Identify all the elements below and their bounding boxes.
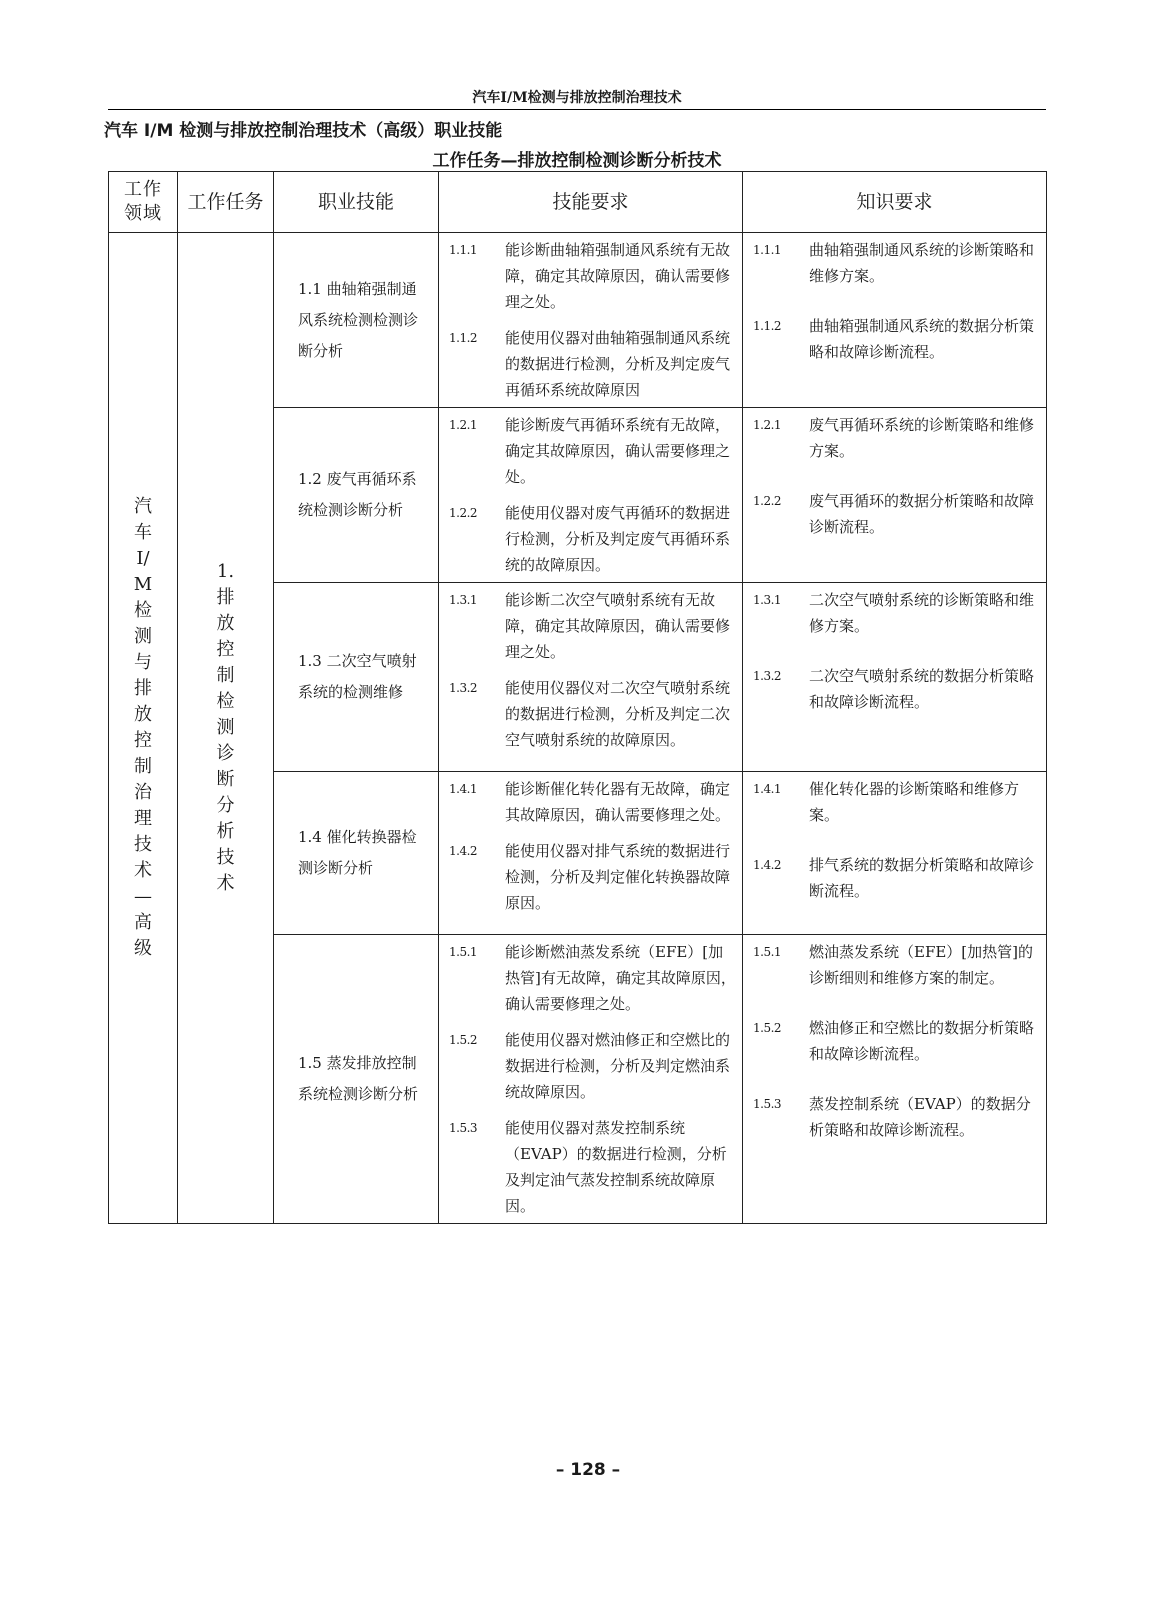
knowledge-requirements-cell [743, 772, 1047, 935]
header-rule [108, 109, 1046, 110]
skill-requirements-cell [439, 583, 743, 772]
item-number: 1.5.1 [753, 945, 782, 959]
vocational-skill-cell [274, 233, 439, 408]
item-text: 废气再循环的数据分析策略和故障诊断流程。 [809, 492, 1035, 536]
skill-requirement-item [449, 237, 736, 315]
document-title: 汽车 I/M 检测与排放控制治理技术（高级）职业技能 [104, 121, 503, 141]
item-text: 能使用仪器对废气再循环的数据进行检测，分析及判定废气再循环系统的故障原因。 [505, 504, 731, 574]
item-spacer [449, 315, 736, 325]
skill-requirement-item [449, 500, 736, 578]
vocational-skill-cell [274, 772, 439, 935]
item-text: 能使用仪器对曲轴箱强制通风系统的数据进行检测，分析及判定废气再循环系统故障原因 [505, 329, 731, 399]
skill-requirements-cell [439, 772, 743, 935]
item-number: 1.5.1 [449, 945, 478, 959]
item-spacer [449, 665, 736, 675]
item-spacer [449, 490, 736, 500]
vocational-skill-text: 1.1 曲轴箱强制通风系统检测检测诊断分析 [298, 279, 419, 360]
item-text: 燃油修正和空燃比的数据分析策略和故障诊断流程。 [809, 1019, 1035, 1063]
vocational-skill-text: 1.2 废气再循环系统检测诊断分析 [298, 470, 417, 519]
work-task-cell [178, 233, 274, 1224]
table-title: 工作任务—排放控制检测诊断分析技术 [432, 151, 722, 171]
item-text: 能诊断二次空气喷射系统有无故障，确定其故障原因，确认需要修理之处。 [505, 591, 731, 661]
item-number: 1.1.2 [449, 331, 478, 345]
skill-requirements-cell [439, 408, 743, 583]
item-number: 1.1.2 [753, 319, 782, 333]
item-text: 曲轴箱强制通风系统的诊断策略和维修方案。 [809, 241, 1035, 285]
vocational-skill-cell [274, 583, 439, 772]
vocational-skill-text: 1.4 催化转换器检测诊断分析 [298, 828, 417, 877]
knowledge-requirement-item [753, 313, 1040, 365]
item-number: 1.2.2 [449, 506, 478, 520]
header-work-task: 工作任务 [178, 172, 274, 233]
item-text: 能诊断曲轴箱强制通风系统有无故障，确定其故障原因，确认需要修理之处。 [505, 241, 731, 311]
knowledge-requirement-item [753, 852, 1040, 904]
item-number: 1.3.1 [753, 593, 782, 607]
skill-requirement-item [449, 412, 736, 490]
item-text: 排气系统的数据分析策略和故障诊断流程。 [809, 856, 1035, 900]
item-text: 二次空气喷射系统的诊断策略和维修方案。 [809, 591, 1035, 635]
skill-requirement-item [449, 325, 736, 403]
item-number: 1.5.2 [449, 1033, 478, 1047]
item-number: 1.1.1 [449, 243, 478, 257]
item-spacer [449, 1017, 736, 1027]
item-number: 1.5.3 [449, 1121, 478, 1135]
item-text: 能使用仪器对蒸发控制系统（EVAP）的数据进行检测，分析及判定油气蒸发控制系统故障原因。 [505, 1119, 727, 1215]
knowledge-requirement-item [753, 776, 1040, 828]
knowledge-requirements-cell [743, 583, 1047, 772]
item-spacer [753, 289, 1040, 313]
skill-requirements-cell [439, 233, 743, 408]
knowledge-requirements-cell [743, 935, 1047, 1224]
item-number: 1.5.3 [753, 1097, 782, 1111]
item-spacer [753, 828, 1040, 852]
item-spacer [753, 991, 1040, 1015]
item-number: 1.4.2 [449, 844, 478, 858]
knowledge-requirement-item [753, 663, 1040, 715]
item-text: 能使用仪器对排气系统的数据进行检测，分析及判定催化转换器故障原因。 [505, 842, 731, 912]
header-vocational-skill: 职业技能 [274, 172, 439, 233]
item-spacer [449, 828, 736, 838]
skill-requirement-item [449, 838, 736, 916]
item-number: 1.4.1 [449, 782, 478, 796]
item-number: 1.2.2 [753, 494, 782, 508]
item-text: 能诊断废气再循环系统有无故障，确定其故障原因，确认需要修理之处。 [505, 416, 731, 486]
knowledge-requirement-item [753, 237, 1040, 289]
item-text: 催化转化器的诊断策略和维修方案。 [809, 780, 1020, 824]
table-header-row [109, 172, 1047, 233]
item-text: 二次空气喷射系统的数据分析策略和故障诊断流程。 [809, 667, 1035, 711]
header-skill-requirements: 技能要求 [439, 172, 743, 233]
vocational-skill-text: 1.5 蒸发排放控制系统检测诊断分析 [298, 1054, 419, 1103]
item-number: 1.4.1 [753, 782, 782, 796]
running-head: 汽车I/M检测与排放控制治理技术 [472, 90, 682, 106]
item-number: 1.3.2 [753, 669, 782, 683]
skill-requirement-item [449, 776, 736, 828]
item-number: 1.3.2 [449, 681, 478, 695]
skill-requirement-item [449, 939, 736, 1017]
item-spacer [449, 1105, 736, 1115]
skill-requirement-item [449, 1115, 736, 1219]
skill-requirements-cell [439, 935, 743, 1224]
item-text: 能诊断催化转化器有无故障，确定其故障原因，确认需要修理之处。 [505, 780, 731, 824]
table-row [109, 233, 1047, 408]
skill-requirement-item [449, 587, 736, 665]
knowledge-requirement-item [753, 939, 1040, 991]
work-domain-text: 汽车I/M检测与排放控制治理技术—高级 [133, 496, 153, 959]
item-number: 1.5.2 [753, 1021, 782, 1035]
page-number: – 128 – [555, 1460, 621, 1480]
item-number: 1.4.2 [753, 858, 782, 872]
item-number: 1.2.1 [753, 418, 782, 432]
item-text: 燃油蒸发系统（EFE）[加热管]的诊断细则和维修方案的制定。 [809, 943, 1034, 987]
knowledge-requirement-item [753, 1091, 1040, 1143]
item-spacer [753, 464, 1040, 488]
knowledge-requirements-cell [743, 233, 1047, 408]
item-text: 能使用仪器对燃油修正和空燃比的数据进行检测，分析及判定燃油系统故障原因。 [505, 1031, 731, 1101]
item-text: 废气再循环系统的诊断策略和维修方案。 [809, 416, 1035, 460]
skills-table [108, 171, 1047, 1224]
knowledge-requirement-item [753, 587, 1040, 639]
item-spacer [753, 639, 1040, 663]
item-text: 能诊断燃油蒸发系统（EFE）[加热管]有无故障，确定其故障原因，确认需要修理之处。 [505, 943, 736, 1013]
item-text: 曲轴箱强制通风系统的数据分析策略和故障诊断流程。 [809, 317, 1035, 361]
skill-requirement-item [449, 1027, 736, 1105]
skill-requirement-item [449, 675, 736, 753]
header-knowledge-requirements: 知识要求 [743, 172, 1047, 233]
item-number: 1.1.1 [753, 243, 782, 257]
knowledge-requirement-item [753, 488, 1040, 540]
item-text: 能使用仪器仪对二次空气喷射系统的数据进行检测，分析及判定二次空气喷射系统的故障原因。 [505, 679, 731, 749]
header-work-domain: 工作领域 [109, 172, 178, 233]
vocational-skill-text: 1.3 二次空气喷射系统的检测维修 [298, 652, 417, 701]
item-spacer [753, 1067, 1040, 1091]
work-task-text: 1.排放控制检测诊断分析技术 [216, 561, 235, 894]
item-number: 1.2.1 [449, 418, 478, 432]
item-number: 1.3.1 [449, 593, 478, 607]
knowledge-requirement-item [753, 1015, 1040, 1067]
knowledge-requirements-cell [743, 408, 1047, 583]
item-text: 蒸发控制系统（EVAP）的数据分析策略和故障诊断流程。 [809, 1095, 1031, 1139]
vocational-skill-cell [274, 935, 439, 1224]
work-domain-cell [109, 233, 178, 1224]
knowledge-requirement-item [753, 412, 1040, 464]
vocational-skill-cell [274, 408, 439, 583]
